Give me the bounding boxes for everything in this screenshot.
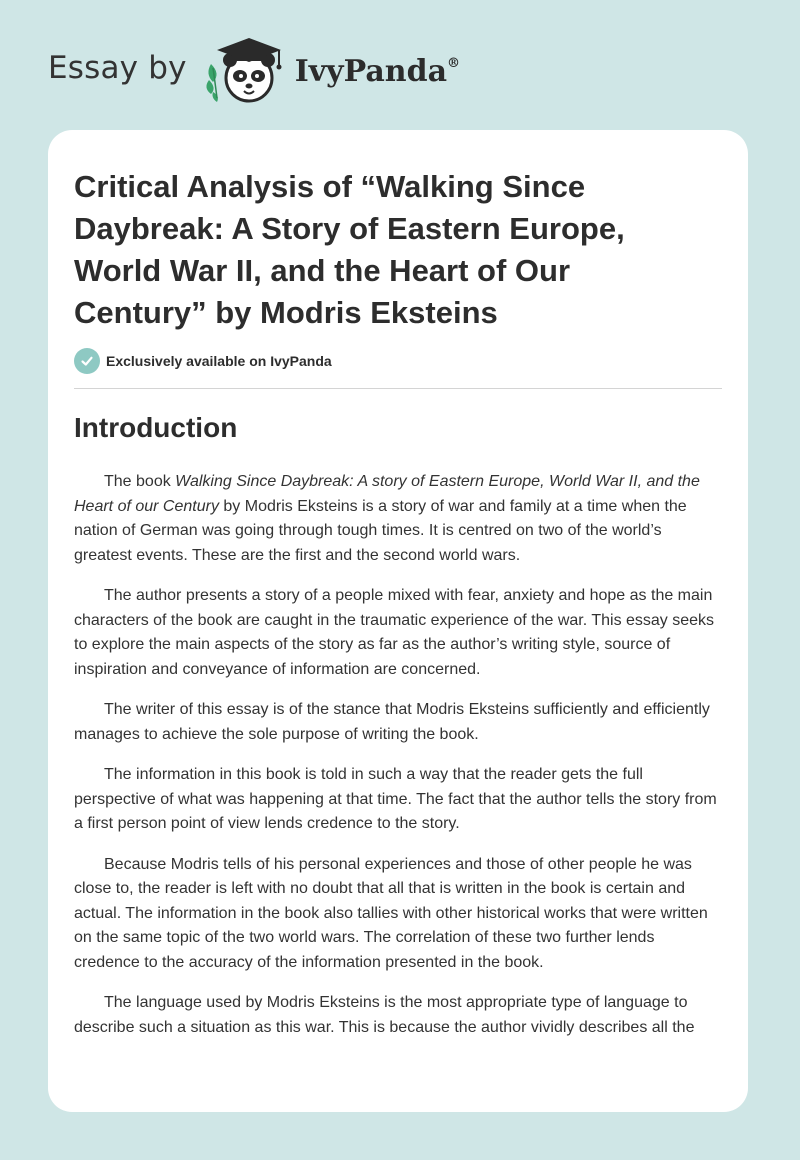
paragraph-6: The language used by Modris Eksteins is the most appropriate type of language to describe such a situation as this war. This is because the author vividly describes all the bbox=[74, 994, 695, 1036]
page-title: Critical Analysis of “Walking Since Daybreak: A Story of Eastern Europe, World War II, and the Heart of Our Century” by Modris Eksteins bbox=[74, 169, 625, 330]
exclusive-label: Exclusively available on IvyPanda bbox=[106, 353, 332, 369]
paragraph-4: The information in this book is told in such a way that the reader gets the full perspective of what was happening at that time. The fact that the author tells the story from a first person point of view lends credence to the story. bbox=[74, 766, 717, 832]
paragraph-3: The writer of this essay is of the stance that Modris Eksteins sufficiently and efficiently manages to achieve the sole purpose of writing the book. bbox=[74, 701, 710, 743]
paragraph-5: Because Modris tells of his personal experiences and those of other people he was close to, the reader is left with no doubt that all that is written in the book is certain and actual. The information in the book also tallies with other historical works that were written on the same topic of the two world wars. The correlation of these two further lends credence to the accuracy of the information presented in the book. bbox=[74, 855, 708, 971]
site-header bbox=[48, 34, 548, 106]
check-icon bbox=[74, 348, 100, 374]
paragraph-1 bbox=[74, 470, 722, 568]
paragraph-2: The author presents a story of a people mixed with fear, anxiety and hope as the main characters of the book are caught in the traumatic experience of the war. This essay seeks to explore the main aspects of the story as far as the author’s writing style, source of inspiration and conveyance of information are concerned. bbox=[74, 587, 715, 678]
essay-card bbox=[48, 130, 748, 1112]
section-heading: Introduction bbox=[74, 412, 238, 443]
brand-name[interactable] bbox=[295, 54, 460, 89]
paragraph-1-rest: by Modris Eksteins is a story of war and family at a time when the nation of German was going through tough times. It is centred on two of the world’s greatest events. These are the first and the second world wars. bbox=[74, 497, 687, 564]
panda-graduate-icon[interactable] bbox=[201, 34, 289, 106]
essay-by-label: Essay by bbox=[48, 50, 187, 86]
exclusive-badge bbox=[74, 348, 332, 374]
registered-mark: ® bbox=[447, 55, 461, 71]
brand-label: IvyPanda bbox=[294, 53, 448, 89]
book-title: Walking Since Daybreak: A story of Eastern Europe, World War II, and the Heart of our Century bbox=[74, 473, 700, 515]
essay-body bbox=[74, 470, 722, 1056]
divider bbox=[74, 388, 722, 389]
paragraph-1-lead: The book bbox=[104, 473, 176, 490]
